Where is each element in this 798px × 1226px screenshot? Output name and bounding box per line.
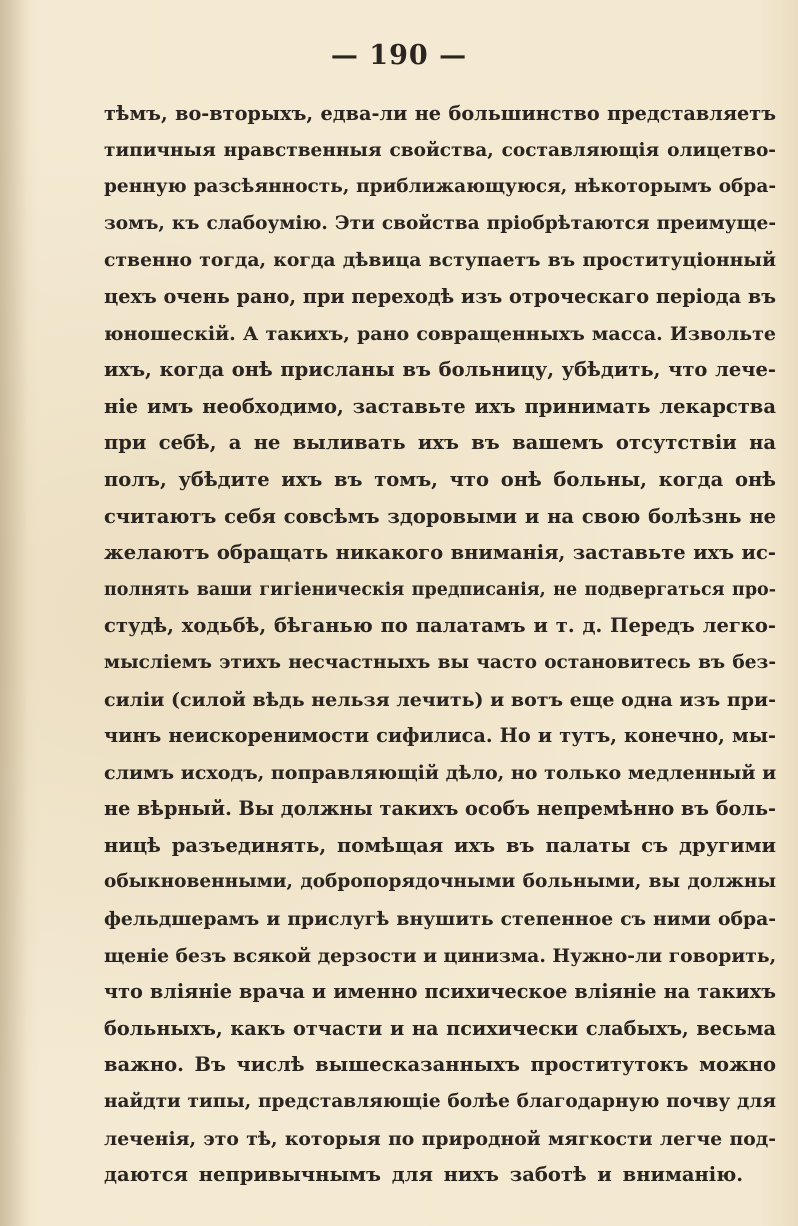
text-line: полнять ваши гигіеническія предписанія, не подвергаться про- <box>104 579 776 600</box>
text-line: что вліяніе врача и именно психическое вліяніе на такихъ <box>104 980 776 1004</box>
text-line: ницѣ разъединять, помѣщая ихъ въ палаты съ другими <box>104 833 776 857</box>
text-line: не вѣрный. Вы должны такихъ особъ непремѣнно въ боль- <box>104 797 776 821</box>
text-line: леченія, это тѣ, которыя по природной мягкости легче под- <box>104 1127 776 1150</box>
text-line: найдти типы, представляющіе болѣе благодарную почву для <box>104 1091 776 1113</box>
text-line: слимъ исходъ, поправляющій дѣло, но только медленный и <box>104 761 776 784</box>
text-line: тѣмъ, во-вторыхъ, едва-ли не большинство представляетъ <box>104 102 776 125</box>
text-line-last: даются непривычнымъ для нихъ заботѣ и вниманію. <box>104 1163 744 1187</box>
text-line: щеніе безъ всякой дерзости и цинизма. Нужно-ли говорить, <box>104 944 776 967</box>
text-line: ренную разсѣянность, приближающуюся, нѣкоторымъ обра- <box>104 176 776 198</box>
text-line: ніе имъ необходимо, заставьте ихъ принимать лекарства <box>104 394 776 418</box>
text-line: цехъ очень рано, при переходѣ изъ отроческаго періода въ <box>104 284 776 308</box>
text-line: важно. Въ числѣ вышесказанныхъ проститутокъ можно <box>104 1053 776 1077</box>
text-line: при себѣ, а не выливать ихъ въ вашемъ отсутствіи на <box>104 431 776 455</box>
text-line: полъ, убѣдите ихъ въ томъ, что онѣ больны, когда онѣ <box>104 467 776 491</box>
page-number: — 190 — <box>330 40 468 71</box>
text-line: желаютъ обращать никакого вниманія, заставьте ихъ ис- <box>104 541 776 565</box>
text-line: юношескій. А такихъ, рано совращенныхъ масса. Извольте <box>104 322 776 345</box>
text-line: обыкновенными, добропорядочными больными, вы должны <box>104 871 776 893</box>
text-line: студѣ, ходьбѣ, бѣганью по палатамъ и т. д. Передъ легко- <box>104 614 776 638</box>
binding-shadow <box>0 0 28 1226</box>
text-line: больныхъ, какъ отчасти и на психически слабыхъ, весьма <box>104 1016 776 1040</box>
text-line: мысліемъ этихъ несчастныхъ вы часто остановитесь въ без- <box>104 651 776 673</box>
text-line: силіи (силой вѣдь нельзя лечить) и вотъ еще одна изъ при- <box>104 688 776 711</box>
body-text <box>104 96 776 1194</box>
text-line: ственно тогда, когда дѣвица вступаетъ въ проституціонный <box>104 249 776 272</box>
text-line: считаютъ себя совсѣмъ здоровыми и на свою болѣзнь не <box>104 504 776 528</box>
text-line: фельдшерамъ и прислугѣ внушить степенное съ ними обра- <box>104 908 776 931</box>
text-line: типичныя нравственныя свойства, составляющія олицетво- <box>104 139 776 161</box>
text-line: чинъ неискоренимости сифилиса. Но и тутъ, конечно, мы- <box>104 724 776 748</box>
text-line: зомъ, къ слабоумію. Эти свойства пріобрѣтаются преимуще- <box>104 212 776 234</box>
text-line: ихъ, когда онѣ присланы въ больницу, убѣдить, что лече- <box>104 358 776 382</box>
